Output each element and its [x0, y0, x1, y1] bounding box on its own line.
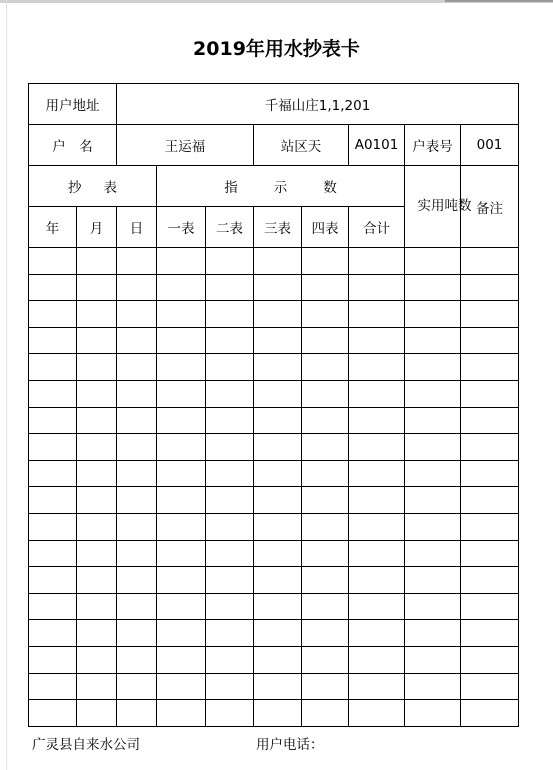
entry-cell[interactable] [254, 460, 302, 487]
entry-cell[interactable] [405, 460, 461, 487]
meter-no-value: 001 [461, 125, 519, 166]
entry-cell[interactable] [29, 434, 77, 461]
entry-cell[interactable] [29, 700, 77, 727]
header-day: 日 [117, 207, 157, 248]
table-row [29, 460, 519, 487]
entry-cell[interactable] [302, 434, 349, 461]
entry-cell[interactable] [157, 540, 206, 567]
table-row [29, 513, 519, 540]
entry-cell[interactable] [349, 513, 405, 540]
entry-cell[interactable] [349, 673, 405, 700]
entry-cell[interactable] [157, 700, 206, 727]
entry-cell[interactable] [29, 540, 77, 567]
entry-cell[interactable] [77, 646, 117, 673]
entry-cell[interactable] [77, 407, 117, 434]
header-meter4: 四表 [302, 207, 349, 248]
header-meter1: 一表 [157, 207, 206, 248]
entry-cell[interactable] [405, 248, 461, 275]
entry-cell[interactable] [206, 407, 254, 434]
entry-cell[interactable] [254, 620, 302, 647]
entry-cell[interactable] [117, 487, 157, 514]
entry-cell[interactable] [206, 700, 254, 727]
entry-cell[interactable] [461, 540, 519, 567]
table-row [29, 673, 519, 700]
entry-cell[interactable] [77, 460, 117, 487]
entry-cell[interactable] [405, 700, 461, 727]
entry-cell[interactable] [206, 487, 254, 514]
entry-cell[interactable] [117, 327, 157, 354]
entry-cell[interactable] [461, 487, 519, 514]
entry-cell[interactable] [461, 274, 519, 301]
entry-cell[interactable] [117, 460, 157, 487]
entry-cell[interactable] [77, 593, 117, 620]
entry-cell[interactable] [302, 354, 349, 381]
entry-cell[interactable] [302, 460, 349, 487]
entry-cell[interactable] [461, 407, 519, 434]
entry-cell[interactable] [349, 354, 405, 381]
entry-cell[interactable] [302, 407, 349, 434]
table-row [29, 380, 519, 407]
entry-cell[interactable] [206, 301, 254, 328]
entry-cell[interactable] [29, 460, 77, 487]
entry-cell[interactable] [29, 487, 77, 514]
entry-cell[interactable] [29, 673, 77, 700]
entry-cell[interactable] [117, 513, 157, 540]
entry-cell[interactable] [254, 274, 302, 301]
entry-cell[interactable] [405, 620, 461, 647]
entry-cell[interactable] [77, 620, 117, 647]
entry-cell[interactable] [405, 301, 461, 328]
entry-cell[interactable] [117, 301, 157, 328]
entry-cell[interactable] [254, 327, 302, 354]
entry-cell[interactable] [254, 593, 302, 620]
entry-cell[interactable] [302, 567, 349, 594]
header-actual-tons: 实用吨数 [405, 166, 461, 248]
entry-cell[interactable] [461, 700, 519, 727]
entry-cell[interactable] [77, 354, 117, 381]
entry-cell[interactable] [157, 593, 206, 620]
table-row [29, 301, 519, 328]
entry-cell[interactable] [117, 620, 157, 647]
entry-cell[interactable] [254, 646, 302, 673]
entry-cell[interactable] [77, 380, 117, 407]
entry-cell[interactable] [117, 567, 157, 594]
entry-cell[interactable] [254, 434, 302, 461]
entry-cell[interactable] [157, 301, 206, 328]
header-meter2: 二表 [206, 207, 254, 248]
entry-cell[interactable] [461, 620, 519, 647]
header-total: 合计 [349, 207, 405, 248]
entry-cell[interactable] [302, 327, 349, 354]
entry-cell[interactable] [157, 646, 206, 673]
header-index-group: 指示数 [157, 166, 405, 207]
entry-cell[interactable] [206, 327, 254, 354]
table-row [29, 593, 519, 620]
entry-cell[interactable] [29, 593, 77, 620]
table-row [29, 620, 519, 647]
table-row [29, 434, 519, 461]
header-month: 月 [77, 207, 117, 248]
entry-cell[interactable] [302, 248, 349, 275]
entry-cell[interactable] [117, 673, 157, 700]
table-row [29, 274, 519, 301]
entry-cell[interactable] [349, 567, 405, 594]
entry-cell[interactable] [157, 380, 206, 407]
entry-cell[interactable] [29, 274, 77, 301]
entry-cell[interactable] [405, 407, 461, 434]
entry-cell[interactable] [461, 513, 519, 540]
entry-cell[interactable] [405, 513, 461, 540]
footer-company: 广灵县自来水公司 [32, 737, 140, 753]
station-label: 站区天 [254, 125, 349, 166]
entry-cell[interactable] [29, 327, 77, 354]
entry-cell[interactable] [77, 327, 117, 354]
entry-cell[interactable] [254, 487, 302, 514]
table-row [29, 646, 519, 673]
entry-cell[interactable] [77, 700, 117, 727]
entry-cell[interactable] [461, 354, 519, 381]
entry-cell[interactable] [157, 327, 206, 354]
entry-cell[interactable] [29, 248, 77, 275]
header-row-1 [29, 166, 519, 207]
address-row [29, 84, 519, 125]
entry-cell[interactable] [29, 513, 77, 540]
entry-cell[interactable] [157, 434, 206, 461]
entry-cell[interactable] [117, 593, 157, 620]
entry-cell[interactable] [349, 380, 405, 407]
entry-cell[interactable] [461, 327, 519, 354]
entry-cell[interactable] [117, 354, 157, 381]
entry-cell[interactable] [117, 434, 157, 461]
meter-no-label: 户表号 [405, 125, 461, 166]
entry-cell[interactable] [461, 567, 519, 594]
entry-cell[interactable] [405, 646, 461, 673]
entry-cell[interactable] [461, 248, 519, 275]
entry-cell[interactable] [29, 380, 77, 407]
entry-cell[interactable] [77, 540, 117, 567]
entry-cell[interactable] [117, 380, 157, 407]
entry-cell[interactable] [349, 460, 405, 487]
entry-cell[interactable] [405, 540, 461, 567]
entry-cell[interactable] [349, 327, 405, 354]
entry-cell[interactable] [157, 567, 206, 594]
name-value: 王运福 [117, 125, 254, 166]
entry-cell[interactable] [117, 248, 157, 275]
entry-cell[interactable] [349, 487, 405, 514]
entry-cell[interactable] [254, 380, 302, 407]
entry-cell[interactable] [461, 673, 519, 700]
entry-cell[interactable] [77, 274, 117, 301]
entry-cell[interactable] [206, 513, 254, 540]
header-remarks: 备注 [461, 166, 519, 248]
entry-cell[interactable] [349, 540, 405, 567]
entry-cell[interactable] [405, 673, 461, 700]
entry-cell[interactable] [302, 593, 349, 620]
entry-cell[interactable] [77, 513, 117, 540]
station-value: A0101 [349, 125, 405, 166]
header-year: 年 [29, 207, 77, 248]
entry-cell[interactable] [254, 354, 302, 381]
entry-cell[interactable] [77, 487, 117, 514]
header-reading-group: 抄表 [29, 166, 157, 207]
table-row [29, 248, 519, 275]
entry-cell[interactable] [157, 487, 206, 514]
entry-cell[interactable] [349, 593, 405, 620]
entry-cell[interactable] [461, 593, 519, 620]
entry-cell[interactable] [405, 327, 461, 354]
address-label: 用户地址 [29, 84, 117, 125]
entry-cell[interactable] [206, 460, 254, 487]
entry-cell[interactable] [77, 673, 117, 700]
entry-cell[interactable] [206, 646, 254, 673]
table-row [29, 327, 519, 354]
entry-cell[interactable] [157, 274, 206, 301]
entry-cell[interactable] [254, 248, 302, 275]
entry-cell[interactable] [302, 274, 349, 301]
entry-cell[interactable] [29, 407, 77, 434]
entry-cell[interactable] [349, 700, 405, 727]
entry-cell[interactable] [405, 380, 461, 407]
entry-cell[interactable] [77, 434, 117, 461]
address-value: 千福山庄1,1,201 [117, 84, 519, 125]
entry-cell[interactable] [349, 434, 405, 461]
entry-cell[interactable] [302, 513, 349, 540]
entry-cell[interactable] [206, 620, 254, 647]
entry-cell[interactable] [117, 540, 157, 567]
entry-cell[interactable] [254, 301, 302, 328]
entry-cell[interactable] [349, 248, 405, 275]
entry-cell[interactable] [29, 301, 77, 328]
entry-cell[interactable] [206, 274, 254, 301]
entry-cell[interactable] [254, 540, 302, 567]
page-guide-line [6, 0, 7, 770]
entry-cell[interactable] [157, 620, 206, 647]
entry-cell[interactable] [405, 567, 461, 594]
entry-cell[interactable] [157, 513, 206, 540]
name-label: 户 名 [29, 125, 117, 166]
entry-cell[interactable] [77, 248, 117, 275]
table-row [29, 540, 519, 567]
entry-cell[interactable] [461, 380, 519, 407]
entry-cell[interactable] [461, 646, 519, 673]
entry-cell[interactable] [461, 301, 519, 328]
table-row [29, 487, 519, 514]
entry-cell[interactable] [302, 380, 349, 407]
entry-cell[interactable] [302, 700, 349, 727]
entry-cell[interactable] [29, 620, 77, 647]
entry-cell[interactable] [29, 646, 77, 673]
entry-cell[interactable] [157, 673, 206, 700]
entry-cell[interactable] [157, 354, 206, 381]
entry-cell[interactable] [302, 620, 349, 647]
entry-cell[interactable] [206, 540, 254, 567]
table-row [29, 407, 519, 434]
entry-cell[interactable] [461, 460, 519, 487]
entry-cell[interactable] [254, 700, 302, 727]
entry-cell[interactable] [254, 407, 302, 434]
entry-cell[interactable] [77, 567, 117, 594]
entry-cell[interactable] [302, 487, 349, 514]
entry-cell[interactable] [77, 301, 117, 328]
meter-reading-card [28, 83, 519, 727]
entry-cell[interactable] [405, 593, 461, 620]
entry-cell[interactable] [206, 248, 254, 275]
entry-cell[interactable] [157, 248, 206, 275]
entry-cell[interactable] [405, 354, 461, 381]
entry-cell[interactable] [349, 301, 405, 328]
entry-cell[interactable] [302, 646, 349, 673]
entry-cell[interactable] [206, 673, 254, 700]
entry-cell[interactable] [117, 274, 157, 301]
entry-cell[interactable] [302, 540, 349, 567]
header-meter3: 三表 [254, 207, 302, 248]
entry-cell[interactable] [117, 646, 157, 673]
table-row [29, 567, 519, 594]
entry-cell[interactable] [405, 487, 461, 514]
entry-cell[interactable] [206, 380, 254, 407]
entry-cell[interactable] [206, 567, 254, 594]
entry-cell[interactable] [349, 407, 405, 434]
entry-cell[interactable] [254, 513, 302, 540]
table-row [29, 354, 519, 381]
entry-cell[interactable] [206, 434, 254, 461]
entry-cell[interactable] [302, 301, 349, 328]
footer-phone-label: 用户电话： [256, 737, 324, 753]
name-row [29, 125, 519, 166]
entry-cell[interactable] [302, 673, 349, 700]
entry-cell[interactable] [349, 646, 405, 673]
entry-cell[interactable] [157, 460, 206, 487]
entry-cell[interactable] [117, 700, 157, 727]
entry-cell[interactable] [405, 434, 461, 461]
entry-cell[interactable] [157, 407, 206, 434]
top-border-tick [445, 0, 553, 2]
entry-cell[interactable] [117, 407, 157, 434]
entry-cell[interactable] [349, 620, 405, 647]
table-row [29, 700, 519, 727]
entry-cell[interactable] [206, 593, 254, 620]
entry-cell[interactable] [206, 354, 254, 381]
entry-cell[interactable] [29, 354, 77, 381]
entry-cell[interactable] [254, 673, 302, 700]
entry-cell[interactable] [349, 274, 405, 301]
entry-cell[interactable] [405, 274, 461, 301]
entry-cell[interactable] [29, 567, 77, 594]
page-title: 2019年用水抄表卡 [193, 38, 360, 60]
entry-cell[interactable] [254, 567, 302, 594]
entry-cell[interactable] [461, 434, 519, 461]
